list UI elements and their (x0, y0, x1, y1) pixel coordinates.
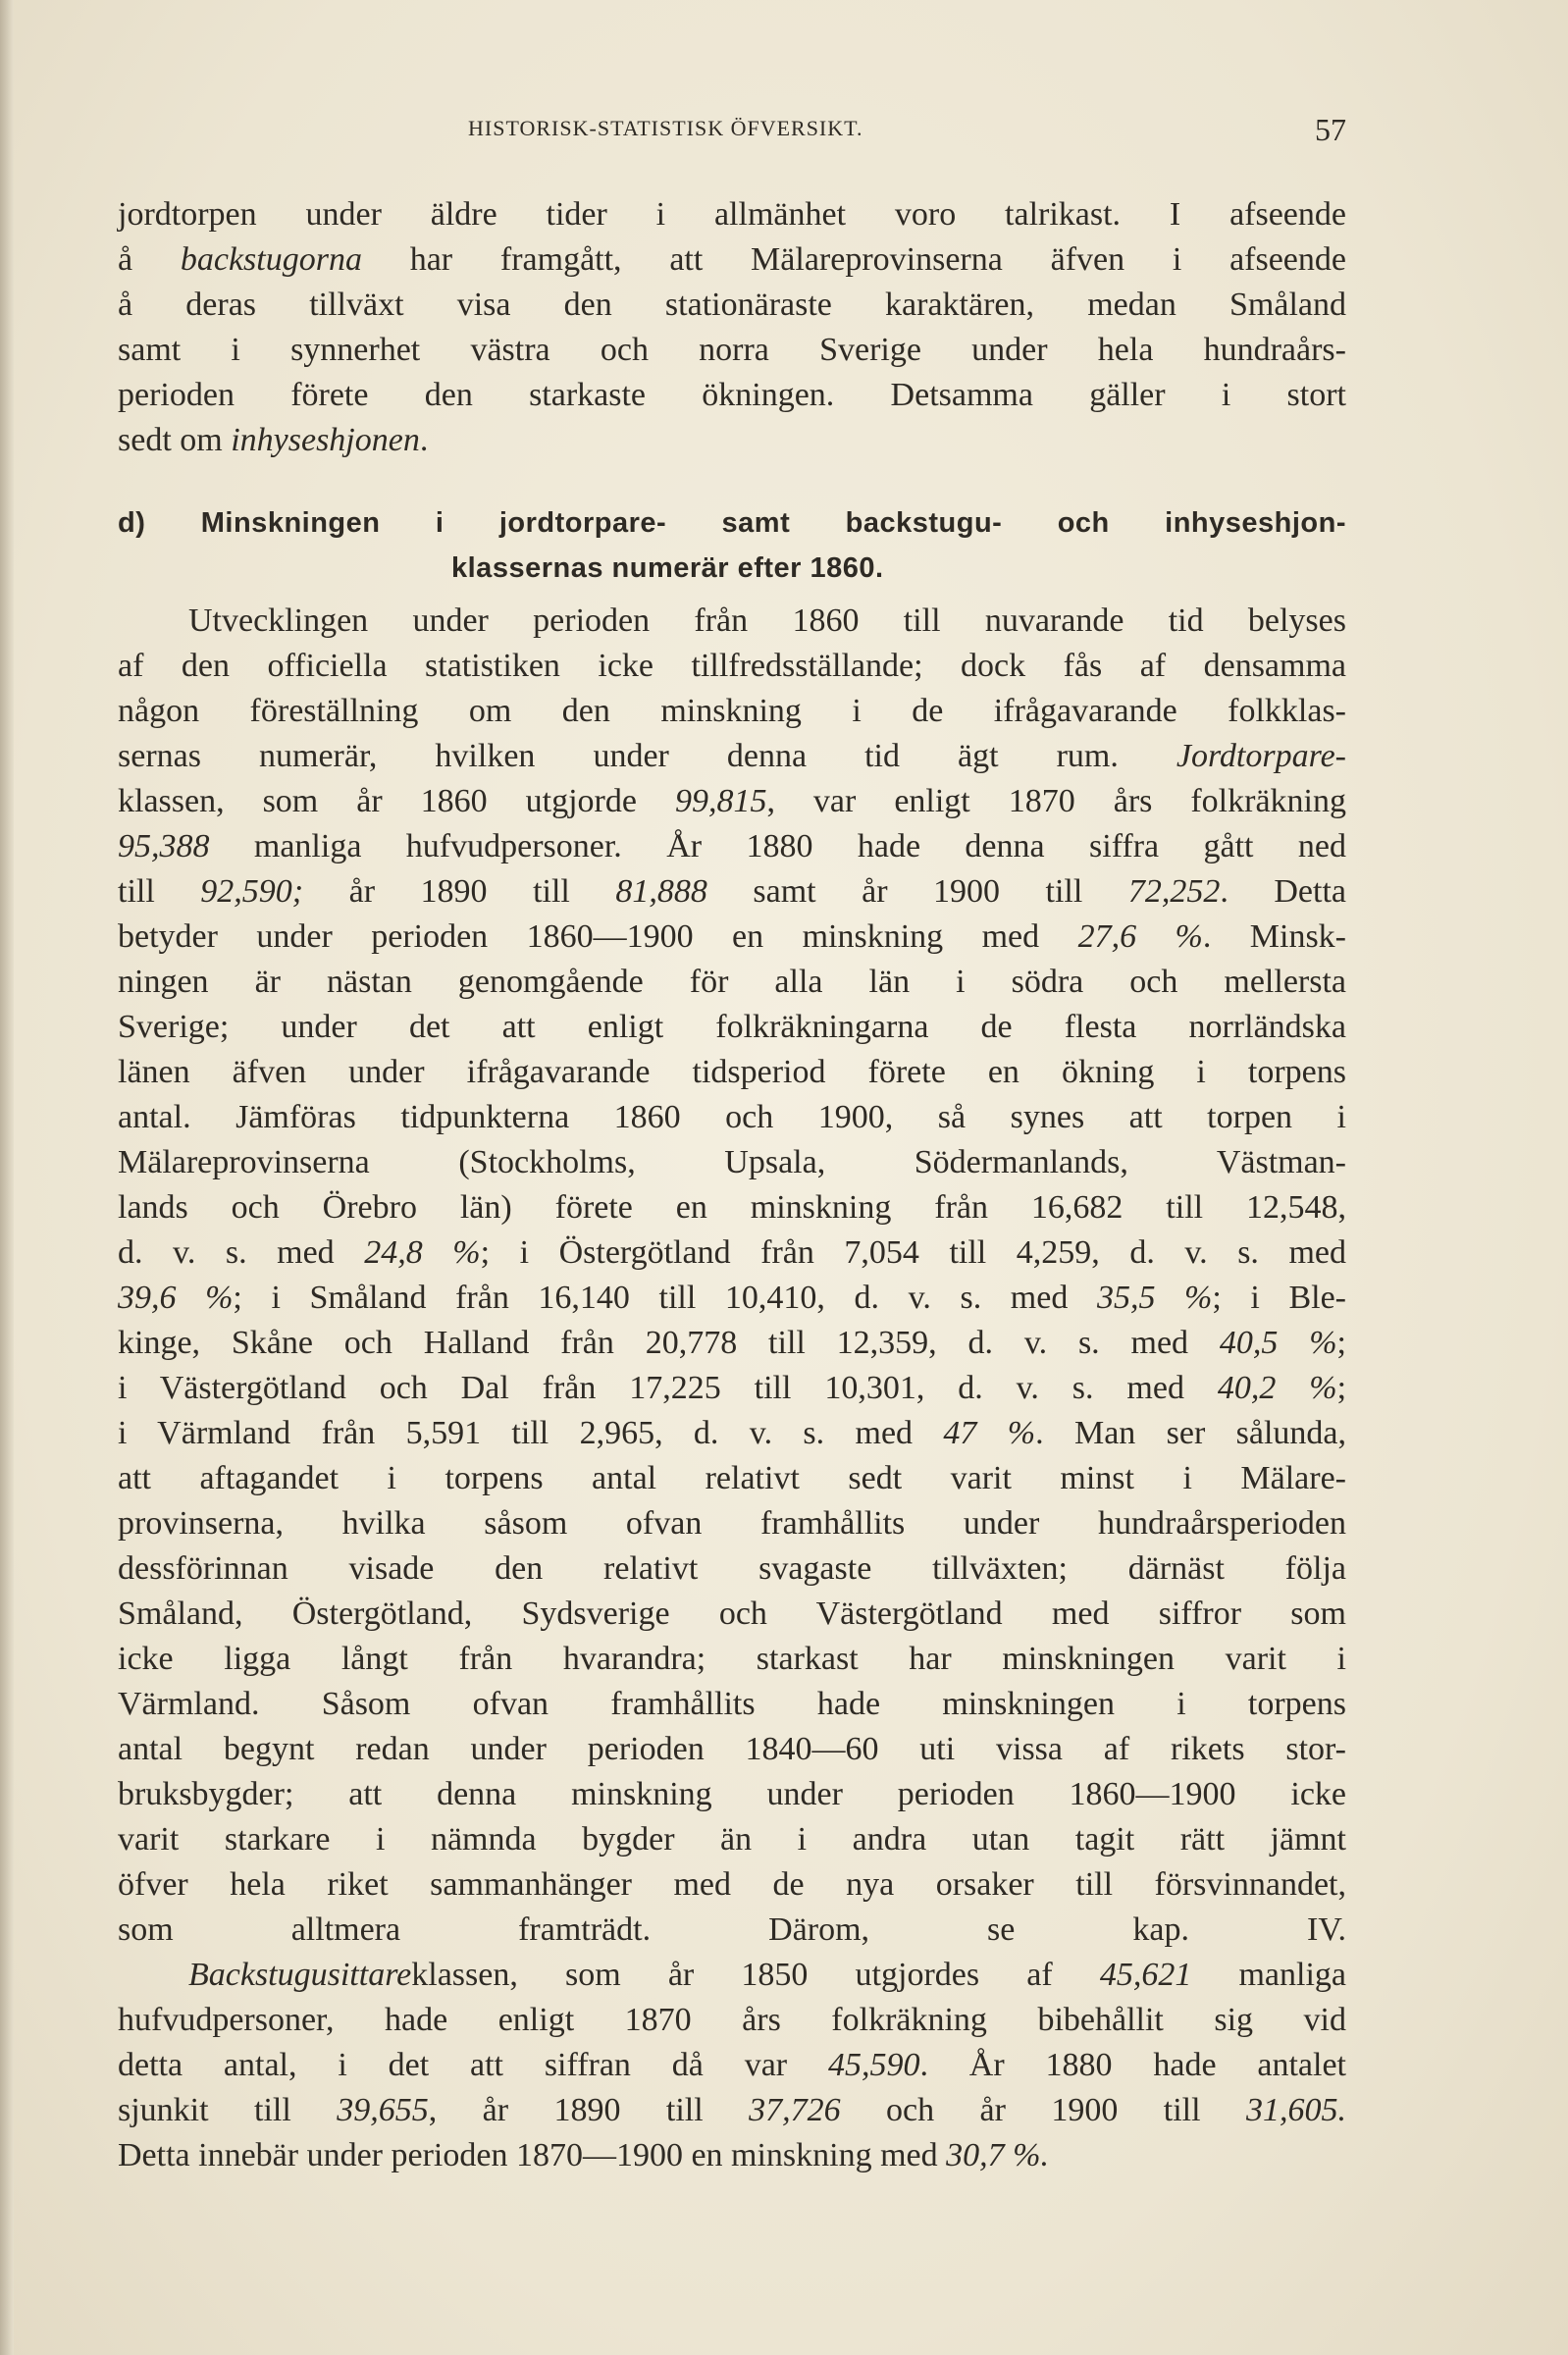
text-line: länen äfven under ifrågavarande tidsperiod förete en ökning i torpens (118, 1054, 1346, 1090)
text-line: klassen, som år 1860 utgjorde 99,815, var enligt 1870 års folkräkning (118, 783, 1346, 819)
text-line: dessförinnan visade den relativt svagaste tillväxten; därnäst följa (118, 1550, 1346, 1587)
text-line: lands och Örebro län) förete en minskning från 16,682 till 12,548, (118, 1189, 1346, 1226)
text-line: kinge, Skåne och Halland från 20,778 till 12,359, d. v. s. med 40,5 %; (118, 1325, 1346, 1361)
text-line: betyder under perioden 1860—1900 en minskning med 27,6 %. Minsk- (118, 918, 1346, 955)
text-line: af den officiella statistiken icke tillfredsställande; dock fås af densamma (118, 648, 1346, 684)
text-line: Mälareprovinserna (Stockholms, Upsala, Södermanlands, Västman- (118, 1144, 1346, 1180)
text-line: sjunkit till 39,655, år 1890 till 37,726 och år 1900 till 31,605. (118, 2092, 1346, 2128)
text-line: samt i synnerhet västra och norra Sverige under hela hundraårs- (118, 332, 1346, 368)
text-line: Backstugusittareklassen, som år 1850 utgjordes af 45,621 manliga (188, 1957, 1346, 1993)
text-line: som alltmera framträdt. Därom, se kap. IV. (118, 1911, 1346, 1948)
text-line: Värmland. Såsom ofvan framhållits hade minskningen i torpens (118, 1686, 1346, 1722)
paragraph-main (118, 599, 1346, 2178)
text-line: å deras tillväxt visa den stationäraste karaktären, medan Småland (118, 287, 1346, 323)
text-line: Småland, Östergötland, Sydsverige och Västergötland med siffror som (118, 1596, 1346, 1632)
text-line: icke ligga långt från hvarandra; starkast har minskningen varit i (118, 1641, 1346, 1677)
text-line: i Värmland från 5,591 till 2,965, d. v. s. med 47 %. Man ser sålunda, (118, 1415, 1347, 1451)
text-line: bruksbygder; att denna minskning under perioden 1860—1900 icke (118, 1776, 1346, 1812)
text-line: hufvudpersoner, hade enligt 1870 års folkräkning bibehållit sig vid (118, 2002, 1346, 2038)
page-number: 57 (1315, 112, 1346, 147)
text-line: perioden förete den starkaste ökningen. Detsamma gäller i stort (118, 377, 1346, 413)
paragraph-intro (118, 192, 1346, 463)
text-line: 39,6 %; i Småland från 16,140 till 10,410, d. v. s. med 35,5 %; i Ble- (118, 1280, 1346, 1316)
text-line: någon föreställning om den minskning i de ifrågavarande folkklas- (118, 693, 1346, 729)
binding-edge (0, 0, 14, 2355)
text-line: 95,388 manliga hufvudpersoner. År 1880 hade denna siffra gått ned (118, 828, 1346, 864)
text-line: Utvecklingen under perioden från 1860 till nuvarande tid belyses (188, 602, 1346, 639)
text-line: till 92,590; år 1890 till 81,888 samt år 1900 till 72,252. Detta (118, 873, 1346, 910)
section-heading: d) Minskningen i jordtorpare- samt backstugu- och inhyseshjon- klassernas numerär efter 1860. (118, 507, 1346, 584)
text-line: jordtorpen under äldre tider i allmänhet voro talrikast. I afseende (118, 196, 1346, 233)
text-line: öfver hela riket sammanhänger med de nya orsaker till försvinnandet, (118, 1866, 1346, 1903)
text-line: Detta innebär under perioden 1870—1900 en minskning med 30,7 %. (118, 2137, 1049, 2173)
page-header (120, 112, 1346, 155)
text-line: Sverige; under det att enligt folkräkningarna de flesta norrländska (118, 1009, 1346, 1045)
text-line: antal begynt redan under perioden 1840—60 uti vissa af rikets stor- (118, 1731, 1346, 1767)
text-line: å backstugorna har framgått, att Mälareprovinserna äfven i afseende (118, 241, 1346, 278)
text-line: sedt om inhyseshjonen. (118, 422, 429, 458)
text-line: provinserna, hvilka såsom ofvan framhållits under hundraårsperioden (118, 1505, 1346, 1542)
text-line: ningen är nästan genomgående för alla län i södra och mellersta (118, 964, 1346, 1000)
text-line: att aftagandet i torpens antal relativt sedt varit minst i Mälare- (118, 1460, 1346, 1496)
text-line: d. v. s. med 24,8 %; i Östergötland från 7,054 till 4,259, d. v. s. med (118, 1234, 1347, 1271)
text-line: sernas numerär, hvilken under denna tid ägt rum. Jordtorpare- (118, 738, 1346, 774)
text-line: detta antal, i det att siffran då var 45,590. År 1880 hade antalet (118, 2047, 1346, 2083)
text-line: antal. Jämföras tidpunkterna 1860 och 1900, så synes att torpen i (118, 1099, 1346, 1135)
text-line: varit starkare i nämnda bygder än i andra utan tagit rätt jämnt (118, 1821, 1346, 1858)
running-title: HISTORISK-STATISTISK ÖFVERSIKT. (468, 116, 863, 140)
text-line: i Västergötland och Dal från 17,225 till 10,301, d. v. s. med 40,2 %; (118, 1370, 1347, 1406)
